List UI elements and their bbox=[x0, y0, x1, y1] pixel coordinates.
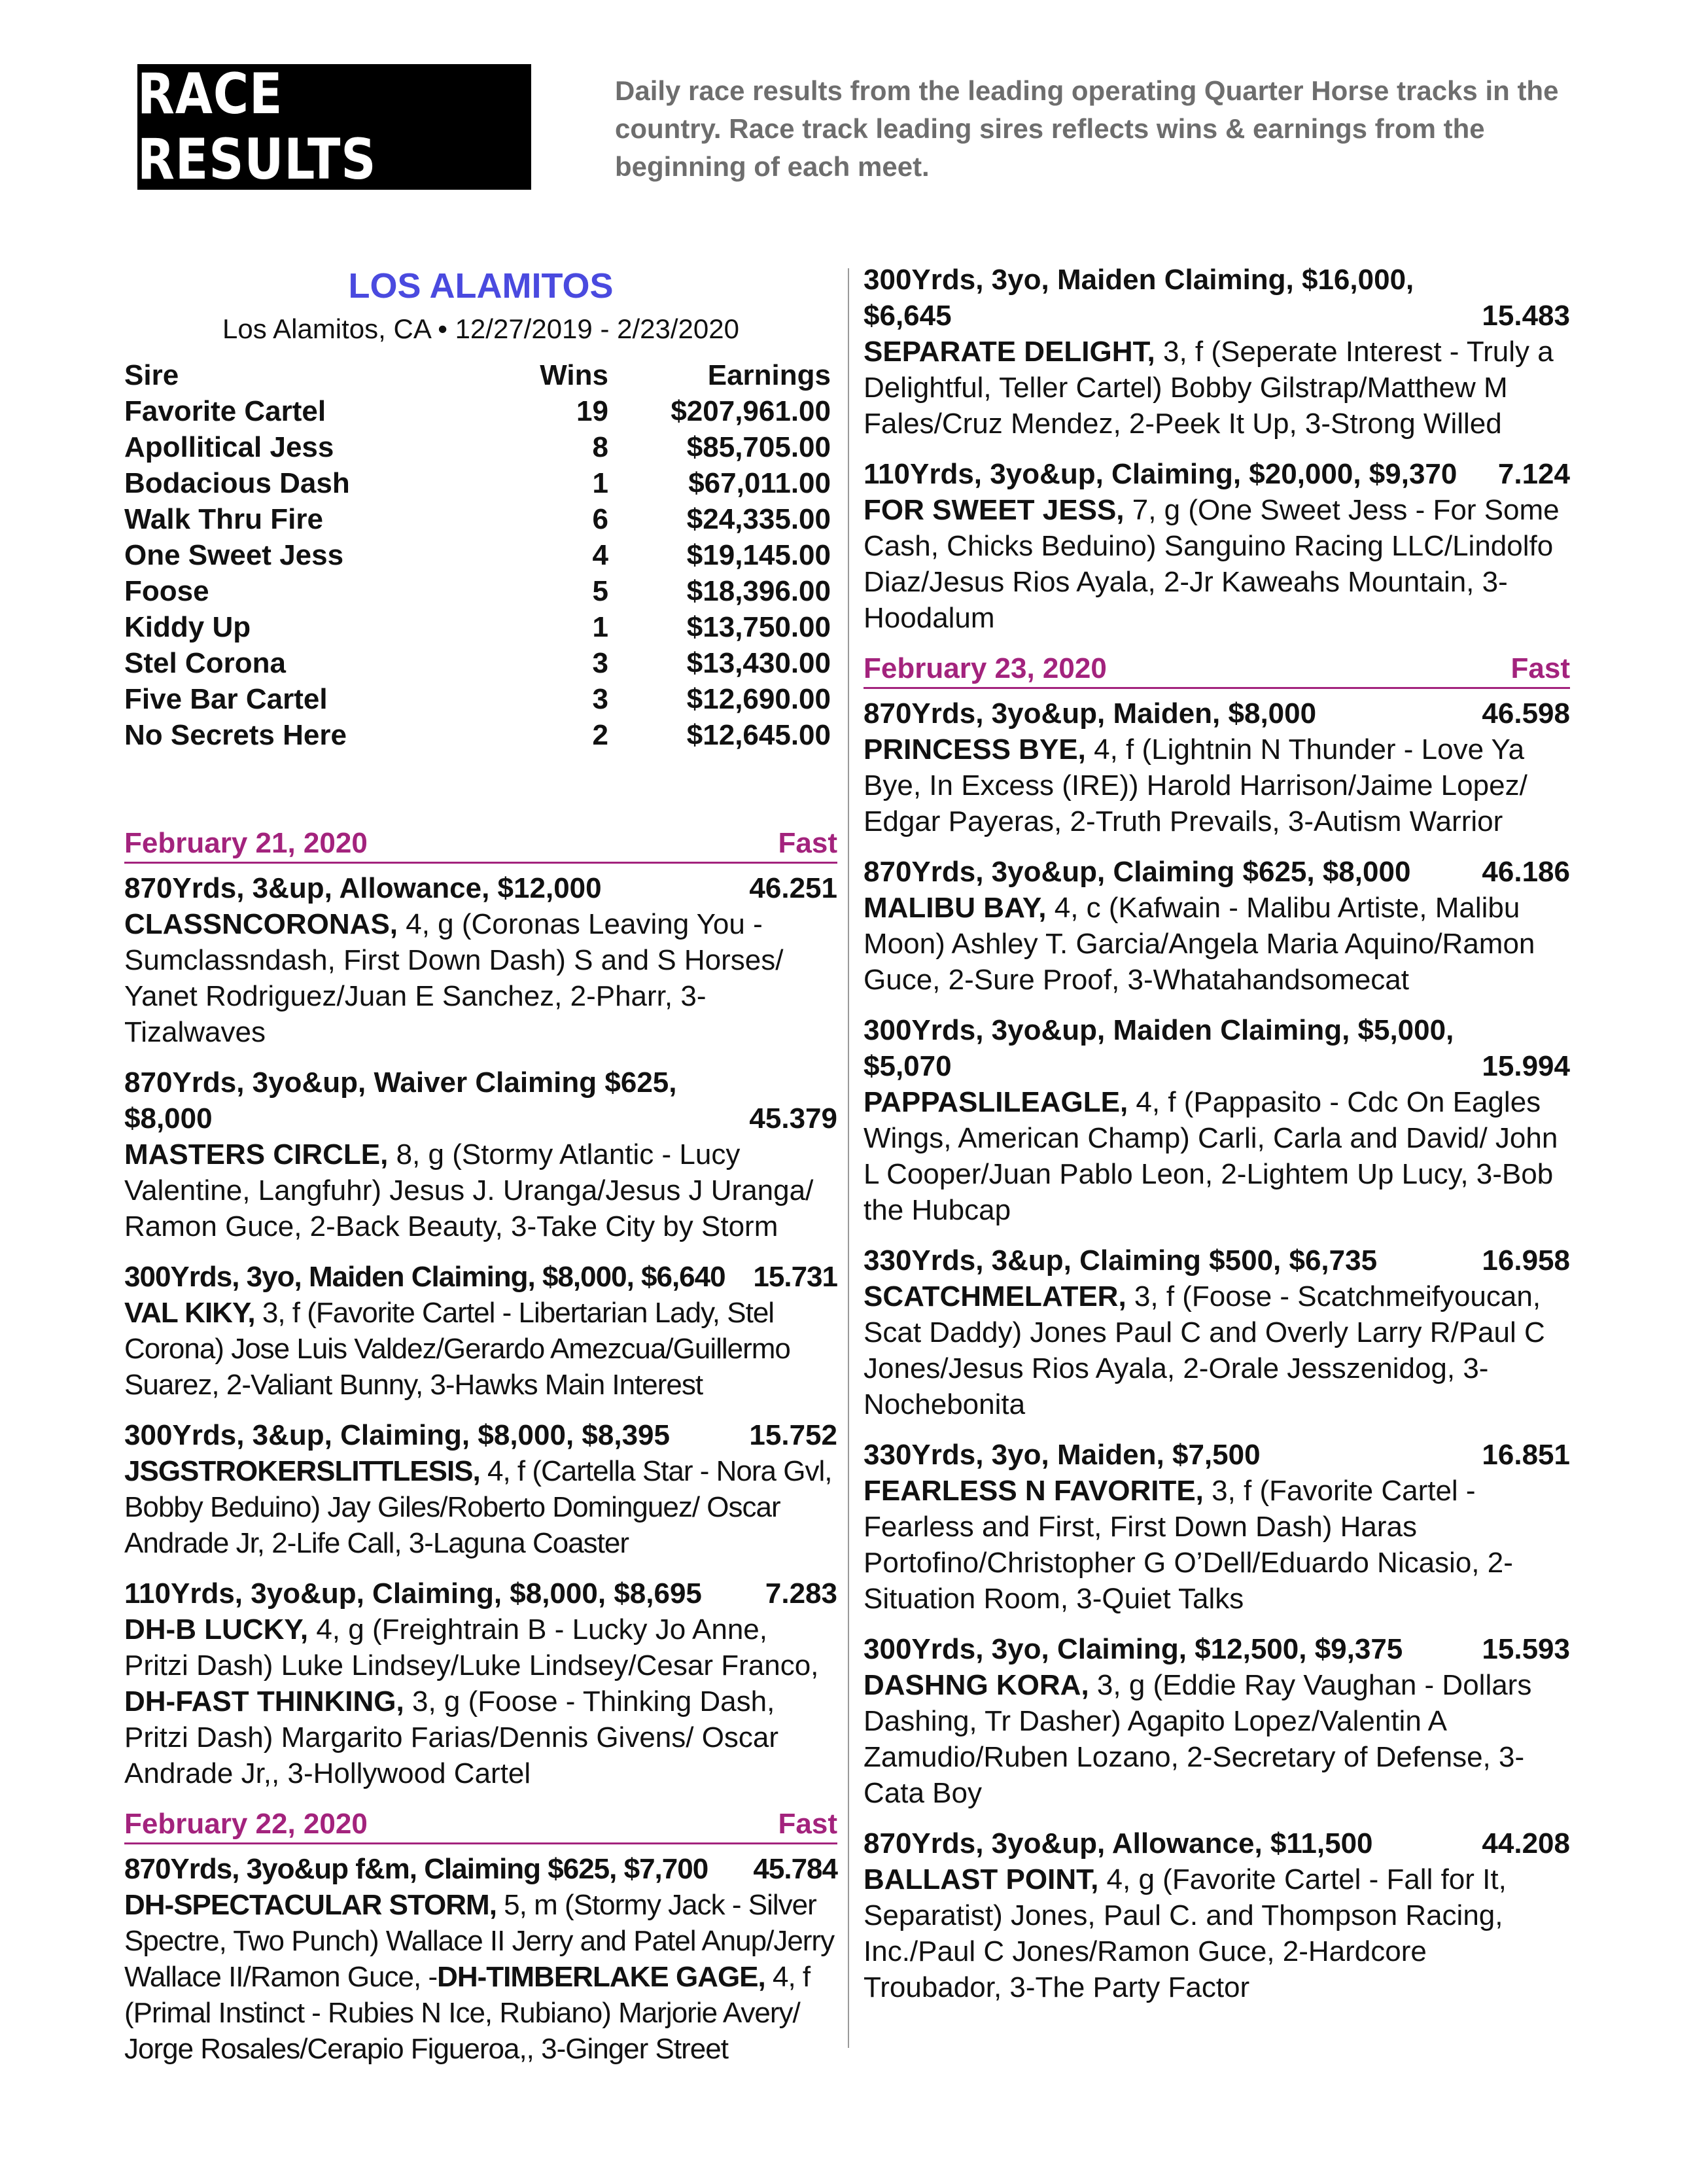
race-details: 5, m (Stormy Jack - Silver Spectre, Two Punch) Wallace II Jerry and Patel Anup/Jerry Wallace II/Ramon Guce, - bbox=[124, 1889, 835, 1993]
column-header-earnings: Earnings bbox=[707, 359, 831, 391]
race-entry bbox=[124, 1065, 837, 1244]
track-subtitle: Los Alamitos, CA • 12/27/2019 - 2/23/2020 bbox=[222, 313, 739, 344]
race-details: 3, f (Favorite Cartel - Libertarian Lady, Stel Corona) Jose Luis Valdez/Gerardo Amezcua/Guillermo Suarez, 2-Valiant Bunny, 3-Hawks Main Interest bbox=[124, 1297, 790, 1401]
sire-wins: 2 bbox=[592, 719, 608, 751]
sire-wins: 4 bbox=[592, 539, 608, 571]
race-winner: DH-B LUCKY, bbox=[124, 1613, 309, 1646]
race-details: 3, f (Seperate Interest - Truly a Delightful, Teller Cartel) Bobby Gilstrap/Matthew M Fales/Cruz Mendez, 2-Peek It Up, 3-Strong Willed bbox=[864, 336, 1554, 440]
date-header-feb-23 bbox=[864, 650, 1570, 689]
race-date: February 23, 2020 bbox=[864, 652, 1107, 684]
race-entry bbox=[864, 696, 1570, 839]
right-column bbox=[864, 262, 1570, 2020]
column-header-sire: Sire bbox=[124, 359, 179, 391]
race-time: 7.124 bbox=[1497, 458, 1570, 490]
sire-name: Bodacious Dash bbox=[124, 467, 350, 499]
column-divider bbox=[848, 268, 849, 2048]
race-entry bbox=[124, 1259, 837, 1403]
race-conditions: 870Yrds, 3yo&up, Waiver Claiming $625, $8,000 bbox=[124, 1066, 677, 1135]
race-time: 46.251 bbox=[749, 872, 837, 904]
track-condition: Fast bbox=[778, 1808, 837, 1840]
race-conditions: 330Yrds, 3yo, Maiden, $7,500 bbox=[864, 1439, 1261, 1471]
sire-name: Kiddy Up bbox=[124, 611, 251, 643]
race-conditions: 330Yrds, 3&up, Claiming $500, $6,735 bbox=[864, 1244, 1378, 1277]
race-details: 8, g (Stormy Atlantic - Lucy Valentine, Langfuhr) Jesus J. Uranga/Jesus J Uranga/ Ramon Guce, 2-Back Beauty, 3-Take City by Storm bbox=[124, 1138, 814, 1242]
race-details: 4, c (Kafwain - Malibu Artiste, Malibu Moon) Ashley T. Garcia/Angela Maria Aquino/Ramon Guce, 2-Sure Proof, 3-Whatahandsomecat bbox=[864, 892, 1535, 996]
sire-name: Apollitical Jess bbox=[124, 431, 334, 463]
race-details: 3, g (Eddie Ray Vaughan - Dollars Dashing, Tr Dasher) Agapito Lopez/Valentin A Zamudio/Ruben Lozano, 2-Secretary of Defense, 3-Cata Boy bbox=[864, 1669, 1532, 1809]
race-conditions: 870Yrds, 3&up, Allowance, $12,000 bbox=[124, 872, 602, 904]
race-conditions: 870Yrds, 3yo&up, Allowance, $11,500 bbox=[864, 1827, 1373, 1859]
column-header-wins: Wins bbox=[540, 359, 608, 391]
sire-wins: 5 bbox=[592, 575, 608, 607]
race-entry bbox=[864, 1437, 1570, 1617]
race-entry bbox=[124, 870, 837, 1050]
race-winner: VAL KIKY, bbox=[124, 1297, 255, 1329]
page-title: RACE RESULTS bbox=[137, 64, 531, 190]
race-time: 15.752 bbox=[749, 1419, 837, 1451]
table-row bbox=[124, 537, 831, 573]
table-row bbox=[124, 717, 831, 753]
track-name: LOS ALAMITOS bbox=[348, 266, 614, 306]
race-conditions: 300Yrds, 3yo, Maiden Claiming, $8,000, $6,640 bbox=[124, 1261, 725, 1293]
race-entry bbox=[124, 1576, 837, 1791]
sire-wins: 3 bbox=[592, 647, 608, 679]
race-entry bbox=[864, 854, 1570, 998]
sire-earnings: $19,145.00 bbox=[686, 539, 831, 571]
race-winner: DH-SPECTACULAR STORM, bbox=[124, 1889, 497, 1921]
sire-earnings: $18,396.00 bbox=[686, 575, 831, 607]
race-dead-heat-winner: DH-TIMBERLAKE GAGE, bbox=[437, 1961, 765, 1993]
track-condition: Fast bbox=[1510, 652, 1570, 684]
race-entry bbox=[864, 1012, 1570, 1228]
race-conditions: 110Yrds, 3yo&up, Claiming, $8,000, $8,695 bbox=[124, 1577, 702, 1610]
race-details: 4, f (Pappasito - Cdc On Eagles Wings, American Champ) Carli, Carla and David/ John L Cooper/Juan Pablo Leon, 2-Lightem Up Lucy, 3-Bob the Hubcap bbox=[864, 1086, 1558, 1226]
leading-sires-table bbox=[124, 357, 831, 753]
race-details: 4, f (Primal Instinct - Rubies N Ice, Rubiano) Marjorie Avery/ Jorge Rosales/Cerapio Figueroa,, 3-Ginger Street bbox=[124, 1961, 811, 2065]
sire-wins: 1 bbox=[592, 611, 608, 643]
race-winner: MASTERS CIRCLE, bbox=[124, 1138, 389, 1171]
sire-earnings: $12,645.00 bbox=[686, 719, 831, 751]
race-entry bbox=[864, 262, 1570, 442]
race-time: 15.483 bbox=[1482, 300, 1570, 332]
race-conditions: 300Yrds, 3yo, Maiden Claiming, $16,000, $6,645 bbox=[864, 264, 1414, 332]
date-header-feb-21 bbox=[124, 825, 837, 864]
race-entry bbox=[864, 1825, 1570, 2005]
table-row bbox=[124, 429, 831, 465]
race-winner: MALIBU BAY, bbox=[864, 892, 1047, 924]
sire-name: One Sweet Jess bbox=[124, 539, 344, 571]
race-time: 45.379 bbox=[749, 1102, 837, 1135]
race-winner: PRINCESS BYE, bbox=[864, 733, 1086, 766]
race-time: 15.731 bbox=[753, 1261, 837, 1293]
table-row bbox=[124, 609, 831, 645]
race-time: 16.851 bbox=[1482, 1439, 1570, 1471]
sire-name: Stel Corona bbox=[124, 647, 286, 679]
table-row bbox=[124, 645, 831, 681]
race-entry bbox=[864, 1242, 1570, 1422]
race-conditions: 300Yrds, 3yo&up, Maiden Claiming, $5,000, $5,070 bbox=[864, 1014, 1454, 1082]
race-dead-heat-winner: DH-FAST THINKING, bbox=[124, 1685, 404, 1717]
sire-name: Walk Thru Fire bbox=[124, 503, 323, 535]
race-time: 46.598 bbox=[1482, 697, 1570, 730]
race-conditions: 870Yrds, 3yo&up, Claiming $625, $8,000 bbox=[864, 856, 1411, 888]
race-winner: CLASSNCORONAS, bbox=[124, 908, 398, 940]
table-row bbox=[124, 573, 831, 609]
race-winner: DASHNG KORA, bbox=[864, 1669, 1089, 1701]
sire-earnings: $12,690.00 bbox=[686, 683, 831, 715]
race-time: 7.283 bbox=[765, 1577, 837, 1610]
race-details: 4, f (Cartella Star - Nora Gvl, Bobby Beduino) Jay Giles/Roberto Dominguez/ Oscar Andrade Jr, 2-Life Call, 3-Laguna Coaster bbox=[124, 1455, 832, 1559]
race-entry bbox=[124, 1417, 837, 1561]
race-details: 7, g (One Sweet Jess - For Some Cash, Chicks Beduino) Sanguino Racing LLC/Lindolfo Diaz/Jesus Rios Ayala, 2-Jr Kaweahs Mountain, 3-Hoodalum bbox=[864, 494, 1560, 634]
race-details: 3, g (Foose - Thinking Dash, Pritzi Dash) Margarito Farias/Dennis Givens/ Oscar Andrade Jr,, 3-Hollywood Cartel bbox=[124, 1685, 779, 1789]
table-row bbox=[124, 465, 831, 501]
race-conditions: 870Yrds, 3yo&up f&m, Claiming $625, $7,700 bbox=[124, 1853, 708, 1885]
race-time: 16.958 bbox=[1482, 1244, 1570, 1277]
race-date: February 21, 2020 bbox=[124, 827, 368, 859]
sire-name: No Secrets Here bbox=[124, 719, 347, 751]
header-description: Daily race results from the leading operating Quarter Horse tracks in the country. Race track leading sires reflects wins & earnings from the beginning of each meet. bbox=[615, 75, 1559, 182]
date-header-feb-22 bbox=[124, 1806, 837, 1844]
race-details: 4, f (Lightnin N Thunder - Love Ya Bye, In Excess (IRE)) Harold Harrison/Jaime Lopez/ Edgar Payeras, 2-Truth Prevails, 3-Autism Warrior bbox=[864, 733, 1527, 837]
race-winner: BALLAST POINT, bbox=[864, 1863, 1099, 1895]
sire-earnings: $13,430.00 bbox=[686, 647, 831, 679]
race-winner: JSGSTROKERSLITTLESIS, bbox=[124, 1455, 480, 1487]
table-row bbox=[124, 393, 831, 429]
left-column bbox=[124, 262, 837, 2081]
table-header-row bbox=[124, 357, 831, 393]
race-conditions: 300Yrds, 3yo, Claiming, $12,500, $9,375 bbox=[864, 1633, 1403, 1665]
sire-wins: 1 bbox=[592, 467, 608, 499]
sire-name: Five Bar Cartel bbox=[124, 683, 328, 715]
race-winner: FOR SWEET JESS, bbox=[864, 494, 1125, 526]
race-time: 15.994 bbox=[1482, 1050, 1570, 1082]
sire-earnings: $67,011.00 bbox=[688, 467, 831, 499]
sire-name: Favorite Cartel bbox=[124, 395, 326, 427]
sire-wins: 3 bbox=[592, 683, 608, 715]
sire-name: Foose bbox=[124, 575, 209, 607]
table-row bbox=[124, 501, 831, 537]
race-winner: PAPPASLILEAGLE, bbox=[864, 1086, 1128, 1118]
race-conditions: 870Yrds, 3yo&up, Maiden, $8,000 bbox=[864, 697, 1317, 730]
race-conditions: 300Yrds, 3&up, Claiming, $8,000, $8,395 bbox=[124, 1419, 670, 1451]
sire-earnings: $13,750.00 bbox=[686, 611, 831, 643]
sire-earnings: $85,705.00 bbox=[686, 431, 831, 463]
race-winner: FEARLESS N FAVORITE, bbox=[864, 1475, 1204, 1507]
race-entry bbox=[864, 456, 1570, 636]
race-details: 3, f (Foose - Scatchmeifyoucan, Scat Daddy) Jones Paul C and Overly Larry R/Paul C Jones/Jesus Rios Ayala, 2-Orale Jesszenidog, 3-Nochebonita bbox=[864, 1280, 1545, 1420]
race-entry bbox=[864, 1631, 1570, 1811]
sire-earnings: $207,961.00 bbox=[671, 395, 831, 427]
race-details: 4, g (Favorite Cartel - Fall for It, Separatist) Jones, Paul C. and Thompson Racing, Inc./Paul C Jones/Ramon Guce, 2-Hardcore Troubador, 3-The Party Factor bbox=[864, 1863, 1507, 2003]
race-entry bbox=[124, 1851, 837, 2067]
race-details: 4, g (Coronas Leaving You - Sumclassndash, First Down Dash) S and S Horses/ Yanet Rodriguez/Juan E Sanchez, 2-Pharr, 3-Tizalwaves bbox=[124, 908, 784, 1048]
race-conditions: 110Yrds, 3yo&up, Claiming, $20,000, $9,370 bbox=[864, 458, 1457, 490]
race-time: 15.593 bbox=[1482, 1633, 1570, 1665]
track-condition: Fast bbox=[778, 827, 837, 859]
sire-wins: 6 bbox=[592, 503, 608, 535]
sire-wins: 19 bbox=[576, 395, 608, 427]
sire-wins: 8 bbox=[592, 431, 608, 463]
race-date: February 22, 2020 bbox=[124, 1808, 368, 1840]
race-details: 4, g (Freightrain B - Lucky Jo Anne, Pritzi Dash) Luke Lindsey/Luke Lindsey/Cesar Franco, bbox=[124, 1613, 819, 1682]
race-time: 44.208 bbox=[1482, 1827, 1570, 1859]
race-winner: SCATCHMELATER, bbox=[864, 1280, 1126, 1312]
race-winner: SEPARATE DELIGHT, bbox=[864, 336, 1155, 368]
table-row bbox=[124, 681, 831, 717]
race-details: 3, f (Favorite Cartel - Fearless and First, First Down Dash) Haras Portofino/Christopher G O’Dell/Eduardo Nicasio, 2-Situation Room, 3-Quiet Talks bbox=[864, 1475, 1513, 1615]
race-time: 45.784 bbox=[753, 1853, 837, 1885]
race-time: 46.186 bbox=[1482, 856, 1570, 888]
sire-earnings: $24,335.00 bbox=[686, 503, 831, 535]
